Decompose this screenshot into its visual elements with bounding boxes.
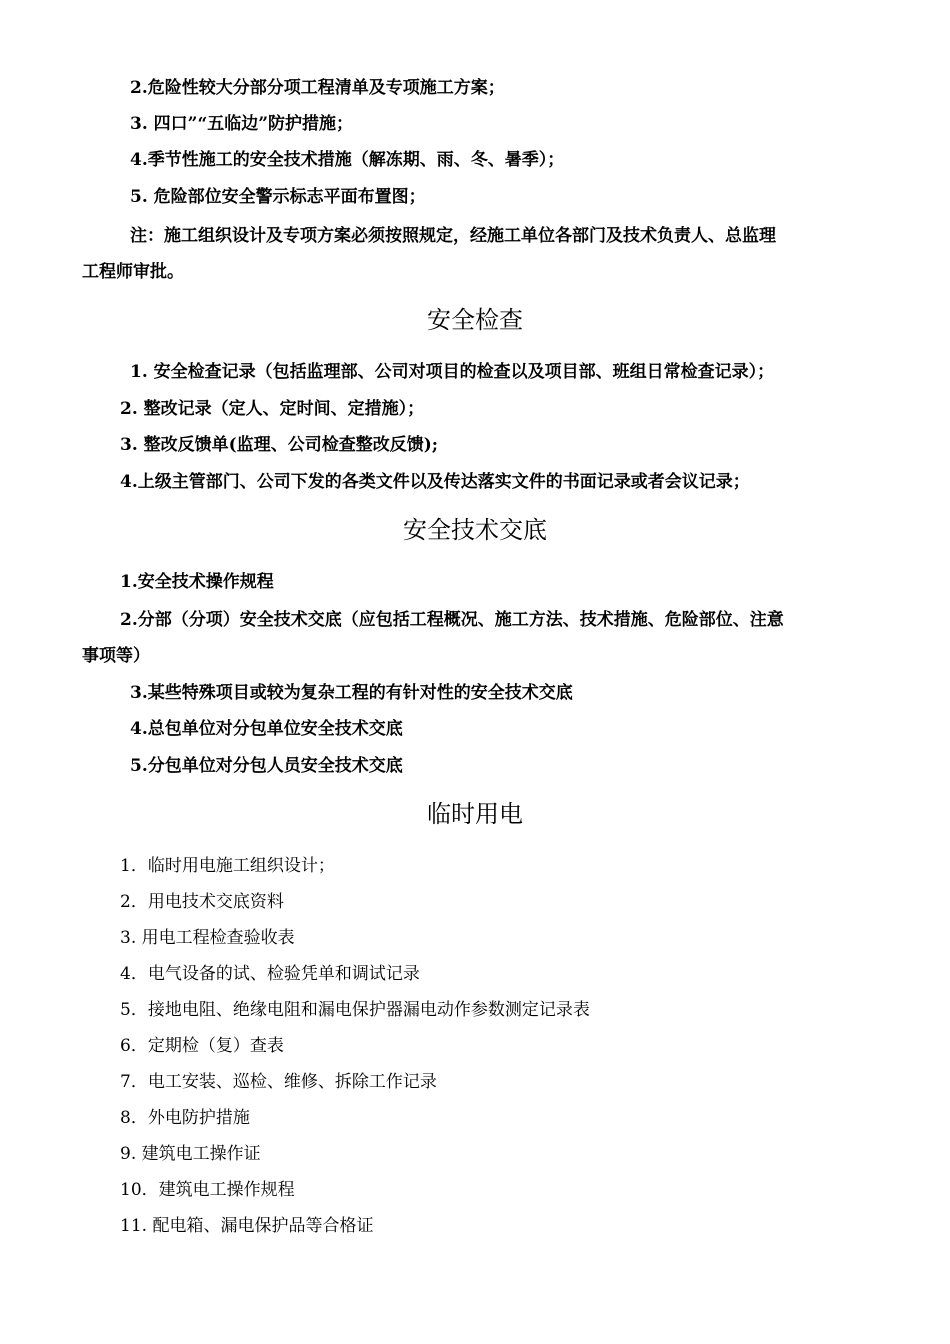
- intro-note-continued: 工程师审批。: [82, 262, 184, 282]
- temporary-power-item-9: 9. 建筑电工操作证: [120, 1144, 261, 1164]
- temporary-power-item-10: 10．建筑电工操作规程: [120, 1180, 295, 1200]
- intro-item-4: 4.季节性施工的安全技术措施（解冻期、雨、冬、暑季）；: [130, 150, 565, 170]
- temporary-power-item-1: 1．临时用电施工组织设计；: [120, 856, 335, 876]
- intro-item-3: 3. 四口”“五临边”防护措施；: [130, 114, 354, 134]
- temporary-power-item-6: 6．定期检（复）查表: [120, 1036, 284, 1056]
- temporary-power-item-7: 7．电工安装、巡检、维修、拆除工作记录: [120, 1072, 437, 1092]
- section-title-safety-inspection: 安全检查: [427, 306, 523, 334]
- intro-item-2: 2.危险性较大分部分项工程清单及专项施工方案；: [130, 78, 505, 98]
- temporary-power-item-3: 3. 用电工程检查验收表: [120, 928, 295, 948]
- safety-inspection-item-3: 3. 整改反馈单(监理、公司检查整改反馈);: [120, 435, 439, 455]
- safety-inspection-item-4: 4.上级主管部门、公司下发的各类文件以及传达落实文件的书面记录或者会议记录；: [120, 472, 750, 492]
- section-title-safety-briefing: 安全技术交底: [403, 516, 547, 544]
- safety-briefing-item-3: 3.某些特殊项目或较为复杂工程的有针对性的安全技术交底: [130, 683, 573, 703]
- safety-briefing-item-2: 2.分部（分项）安全技术交底（应包括工程概况、施工方法、技术措施、危险部位、注意: [120, 610, 784, 630]
- safety-briefing-item-5: 5.分包单位对分包人员安全技术交底: [130, 756, 403, 776]
- safety-inspection-item-1: 1. 安全检查记录（包括监理部、公司对项目的检查以及项目部、班组日常检查记录）；: [130, 362, 775, 382]
- temporary-power-item-11: 11. 配电箱、漏电保护品等合格证: [120, 1216, 374, 1236]
- intro-note: 注：施工组织设计及专项方案必须按照规定，经施工单位各部门及技术负责人、总监理: [130, 226, 776, 246]
- temporary-power-item-4: 4．电气设备的试、检验凭单和调试记录: [120, 964, 420, 984]
- temporary-power-item-8: 8．外电防护措施: [120, 1108, 250, 1128]
- safety-briefing-item-2-continued: 事项等）: [82, 646, 150, 666]
- safety-briefing-item-1: 1.安全技术操作规程: [120, 572, 274, 592]
- safety-briefing-item-4: 4.总包单位对分包单位安全技术交底: [130, 719, 403, 739]
- temporary-power-item-2: 2．用电技术交底资料: [120, 892, 284, 912]
- intro-item-5: 5. 危险部位安全警示标志平面布置图；: [130, 187, 426, 207]
- section-title-temporary-power: 临时用电: [427, 800, 523, 828]
- safety-inspection-item-2: 2. 整改记录（定人、定时间、定措施）；: [120, 399, 425, 419]
- temporary-power-item-5: 5．接地电阻、绝缘电阻和漏电保护器漏电动作参数测定记录表: [120, 1000, 590, 1020]
